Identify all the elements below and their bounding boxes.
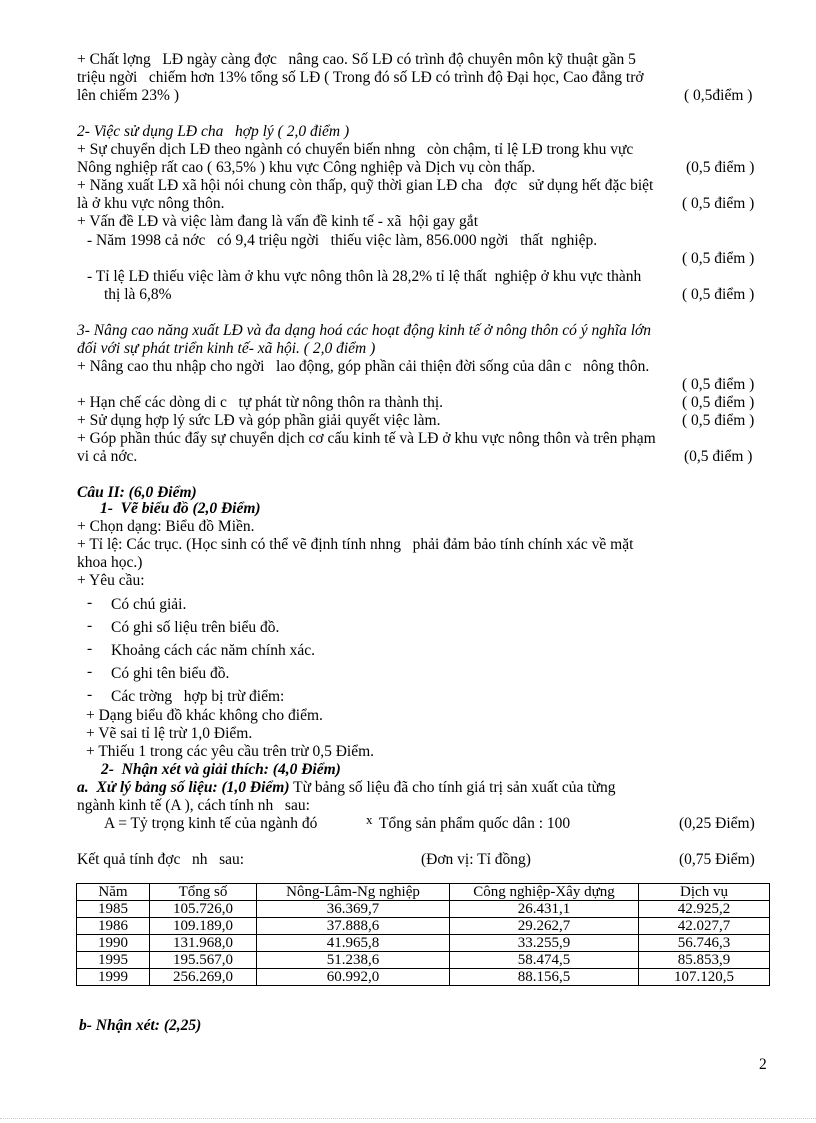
text-line: là ở khu vực nông thôn. — [77, 195, 225, 212]
list-item: Các trờng hợp bị trừ điểm: — [111, 688, 285, 705]
cell: 85.853,9 — [639, 952, 770, 969]
text-line: + Sử dụng hợp lý sức LĐ và góp phần giải quyết việc làm. — [77, 412, 441, 429]
score-label: ( 0,5 điểm ) — [682, 250, 755, 267]
cell: 29.262,7 — [450, 918, 639, 935]
cell: 1986 — [77, 918, 150, 935]
cell: 51.238,6 — [257, 952, 450, 969]
part-a-label: a. Xử lý bảng số liệu: (1,0 Điểm) — [77, 779, 290, 796]
text-line: vi cả nớc. — [77, 448, 138, 465]
cell: 256.269,0 — [150, 969, 257, 986]
cell: 60.992,0 — [257, 969, 450, 986]
text-line: - Năm 1998 cả nớc có 9,4 triệu ngời thiếu việc làm, 856.000 ngời thất nghiệp. — [87, 232, 598, 249]
text-line: Kết quả tính đợc nh sau: — [77, 851, 245, 868]
cell: 33.255,9 — [450, 935, 639, 952]
sub-title: 1- Vẽ biểu đồ (2,0 Điểm) — [100, 500, 261, 517]
list-item: Có ghi tên biểu đồ. — [111, 665, 230, 682]
text-line: + Dạng biểu đồ khác không cho điểm. — [86, 707, 323, 724]
cell: 58.474,5 — [450, 952, 639, 969]
multiply-symbol: x — [366, 812, 373, 827]
cell: 1990 — [77, 935, 150, 952]
score-label: ( 0,5 điểm ) — [682, 412, 755, 429]
cell: 26.431,1 — [450, 901, 639, 918]
list-dash: - — [87, 594, 93, 611]
cell: 105.726,0 — [150, 901, 257, 918]
score-label: (0,25 Điểm) — [679, 815, 755, 832]
text-line: + Sự chuyển dịch LĐ theo ngành có chuyển biến nhng còn chậm, tỉ lệ LĐ trong khu vực — [77, 141, 634, 158]
formula-cont: Tổng sản phẩm quốc dân : 100 — [379, 815, 571, 832]
score-label: ( 0,5 điểm ) — [682, 376, 755, 393]
col-header: Nông-Lâm-Ng nghiệp — [257, 884, 450, 901]
question-title: Câu II: (6,0 Điểm) — [77, 484, 197, 501]
cell: 131.968,0 — [150, 935, 257, 952]
cell: 36.369,7 — [257, 901, 450, 918]
part-a-text: Từ bảng số liệu đã cho tính giá trị sản xuất của từng — [289, 779, 616, 796]
text-line: + Thiếu 1 trong các yêu cầu trên trừ 0,5 Điểm. — [86, 743, 375, 760]
score-label: (0,5 điểm ) — [684, 448, 753, 465]
table-row — [77, 918, 770, 935]
table-row — [77, 952, 770, 969]
text-line: + Tỉ lệ: Các trục. (Học sinh có thể vẽ định tính nhng phải đảm bảo tính chính xác về mặt — [77, 536, 634, 553]
text-line: + Vẽ sai tỉ lệ trừ 1,0 Điểm. — [86, 725, 253, 742]
text-line: + Vấn đề LĐ và việc làm đang là vấn đề kinh tế - xã hội gay gắt — [77, 213, 478, 230]
text-line: + Năng xuất LĐ xã hội nói chung còn thấp, quỹ thời gian LĐ cha đợc sử dụng hết đặc biệt — [77, 177, 654, 194]
text-line: lên chiếm 23% ) — [77, 87, 180, 104]
cell: 107.120,5 — [639, 969, 770, 986]
section-title: 3- Nâng cao năng xuất LĐ và đa dạng hoá các hoạt động kinh tế ở nông thôn có ý nghĩa lớn — [77, 322, 652, 339]
score-label: ( 0,5 điểm ) — [682, 195, 755, 212]
cell: 37.888,6 — [257, 918, 450, 935]
text-line: thị là 6,8% — [104, 286, 172, 303]
formula: A = Tỷ trọng kinh tế của ngành đó — [104, 815, 318, 832]
list-dash: - — [87, 640, 93, 657]
text-line — [77, 780, 616, 796]
score-label: ( 0,5 điểm ) — [682, 394, 755, 411]
list-dash: - — [87, 686, 93, 703]
text-line: + Hạn chế các dòng di c tự phát từ nông thôn ra thành thị. — [77, 394, 444, 411]
list-item: Có chú giải. — [111, 596, 187, 613]
page-number: 2 — [759, 1056, 767, 1073]
table-header-row — [77, 884, 770, 901]
list-dash: - — [87, 663, 93, 680]
text-line: - Tỉ lệ LĐ thiếu việc làm ở khu vực nông thôn là 28,2% tỉ lệ thất nghiệp ở khu vực thành — [87, 268, 642, 285]
text-line: + Chọn dạng: Biểu đồ Miền. — [77, 518, 255, 535]
col-header: Công nghiệp-Xây dựng — [450, 884, 639, 901]
text-line: + Yêu cầu: — [77, 572, 145, 589]
cell: 42.925,2 — [639, 901, 770, 918]
page-edge — [0, 1118, 816, 1119]
cell: 1995 — [77, 952, 150, 969]
cell: 1985 — [77, 901, 150, 918]
text-line: + Góp phần thúc đẩy sự chuyển dịch cơ cấu kinh tế và LĐ ở khu vực nông thôn và trên phạm — [77, 430, 656, 447]
text-line: Nông nghiệp rất cao ( 63,5% ) khu vực Công nghiệp và Dịch vụ còn thấp. — [77, 159, 536, 176]
table-row — [77, 935, 770, 952]
section-title: 2- Việc sử dụng LĐ cha hợp lý ( 2,0 điểm ) — [77, 123, 350, 140]
col-header: Tổng số — [150, 884, 257, 901]
score-label: ( 0,5điểm ) — [684, 87, 753, 104]
list-item: Khoảng cách các năm chính xác. — [111, 642, 315, 659]
text-line: + Chất lợng LĐ ngày càng đợc nâng cao. Số LĐ có trình độ chuyên môn kỹ thuật gần 5 — [77, 51, 636, 68]
section-title: đối với sự phát triển kinh tế- xã hội. ( 2,0 điểm ) — [77, 340, 376, 357]
cell: 195.567,0 — [150, 952, 257, 969]
text-line: ngành kinh tế (A ), cách tính nh sau: — [77, 797, 310, 814]
table-row — [77, 901, 770, 918]
cell: 109.189,0 — [150, 918, 257, 935]
cell: 41.965,8 — [257, 935, 450, 952]
col-header: Dịch vụ — [639, 884, 770, 901]
text-line: + Nâng cao thu nhập cho ngời lao động, góp phần cải thiện đời sống của dân c nông thôn. — [77, 358, 650, 375]
list-dash: - — [87, 617, 93, 634]
score-label: (0,75 Điểm) — [679, 851, 755, 868]
score-label: ( 0,5 điểm ) — [682, 286, 755, 303]
score-label: (0,5 điểm ) — [686, 159, 755, 176]
cell: 88.156,5 — [450, 969, 639, 986]
sub-title: 2- Nhận xét và giải thích: (4,0 Điểm) — [101, 761, 341, 778]
data-table — [76, 883, 770, 986]
text-line: khoa học.) — [77, 554, 143, 571]
cell: 1999 — [77, 969, 150, 986]
table-row — [77, 969, 770, 986]
col-header: Năm — [77, 884, 150, 901]
text-line: triệu ngời chiếm hơn 13% tổng số LĐ ( Trong đó số LĐ có trình độ Đại học, Cao đẳng trở — [77, 69, 644, 86]
cell: 56.746,3 — [639, 935, 770, 952]
list-item: Có ghi số liệu trên biểu đồ. — [111, 619, 280, 636]
cell: 42.027,7 — [639, 918, 770, 935]
unit-label: (Đơn vị: Tỉ đồng) — [421, 851, 531, 868]
part-b-label: b- Nhận xét: (2,25) — [79, 1017, 202, 1034]
